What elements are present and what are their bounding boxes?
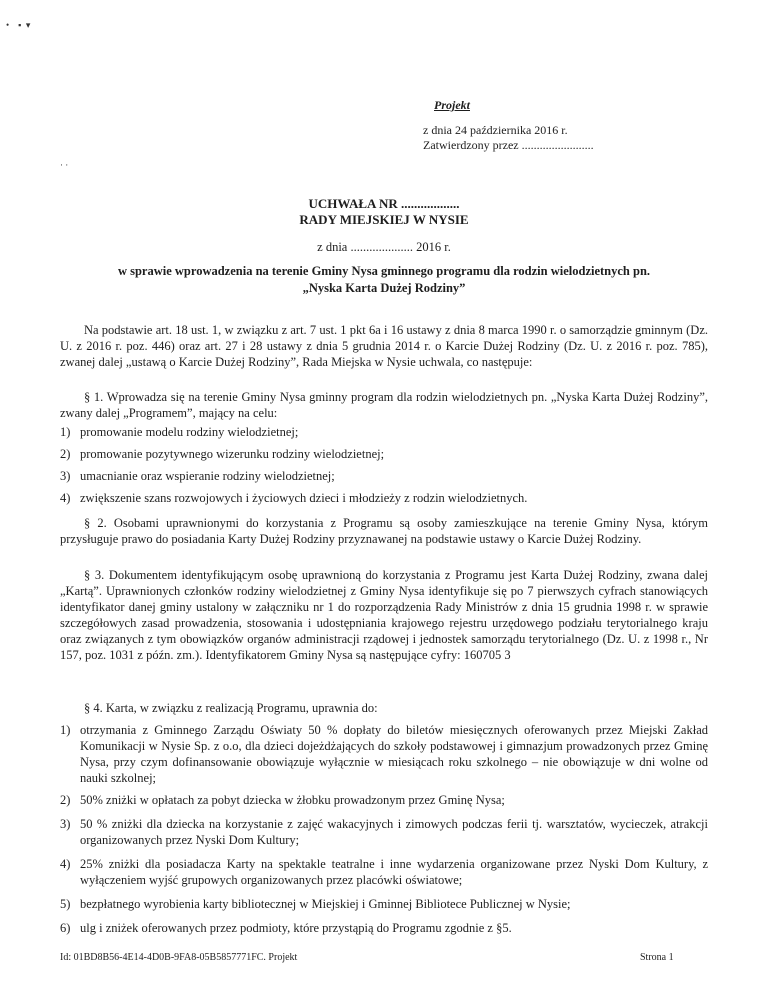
subject-line-1: w sprawie wprowadzenia na terenie Gminy Nysa gminnego programu dla rodzin wielodzietnych pn. [117,264,651,278]
list-item [60,468,708,484]
list-item-number: 5) [60,897,71,911]
list-item-text: 50% zniżki w opłatach za pobyt dziecka w żłobku prowadzonym przez Gminę Nysa; [80,793,505,807]
list-item [60,792,708,808]
projekt-label: Projekt [434,98,470,112]
list-item-text: umacnianie oraz wspieranie rodziny wielodzietnej; [80,469,335,483]
paragraph-2: § 2. Osobami uprawnionymi do korzystania z Programu są osoby zamieszkujące na terenie Gminy Nysa, którym przysługuje prawo do posiadania Karty Dużej Rodziny przyznawanej na podstawie ustawy o Karcie Dużej Rodziny. [60,516,708,546]
list-item-number: 3) [60,469,71,483]
resolution-title: UCHWAŁA NR .................. [308,196,460,211]
list-item-number: 6) [60,921,71,935]
list-item-number: 1) [60,425,71,439]
resolution-date: z dnia .................... 2016 r. [317,240,451,254]
page-number: Strona 1 [640,952,674,963]
list-item [60,490,708,506]
paragraph-1: § 1. Wprowadza się na terenie Gminy Nysa gminny program dla rodzin wielodzietnych pn. „Nyska Karta Dużej Rodziny”, zwany dalej „Programem”, mający na celu: [60,390,708,420]
scan-artifact: · · [60,160,69,170]
list-item [60,920,708,936]
scan-artifact: • ▪ ▾ [6,20,31,30]
list-item-number: 1) [60,723,71,737]
list-item-number: 3) [60,817,71,831]
paragraph-4: § 4. Karta, w związku z realizacją Programu, uprawnia do: [84,701,378,715]
list-item-text: 25% zniżki dla posiadacza Karty na spektakle teatralne i inne wydarzenia organizowane przez Nyski Dom Kultury, z wyłączeniem wyjść grupowych organizowanych przez placówki oświatowe; [80,857,708,887]
list-item-number: 4) [60,857,71,871]
resolution-subject [60,263,708,297]
list-item-number: 2) [60,793,71,807]
header-approved: Zatwierdzony przez ........................ [423,138,594,152]
list-item-text: ulg i zniżek oferowanych przez podmioty, które przystąpią do Programu zgodnie z §5. [80,921,512,935]
list-item-text: otrzymania z Gminnego Zarządu Oświaty 50 % dopłaty do biletów miesięcznych oferowanych przez Miejski Zakład Komunikacji w Nysie Sp. z o.o, dla dzieci dojeżdżających do szkoły podstawowej i gimnazjum prowadzonych przez Gminę Nysa, przy czym dofinansowanie obowiązuje wyłącznie w miesiącach roku szkolnego – nie obowiązuje w dni wolne od nauki szkolnej; [80,723,708,785]
list-item [60,896,708,912]
list-item [60,424,708,440]
list-item [60,446,708,462]
header-date: z dnia 24 października 2016 r. [423,123,568,137]
document-id: Id: 01BD8B56-4E14-4D0B-9FA8-05B5857771FC. Projekt [60,952,298,963]
council-name: RADY MIEJSKIEJ W NYSIE [299,212,469,227]
paragraph-3: § 3. Dokumentem identyfikującym osobę uprawnioną do korzystania z Programu jest Karta Dużej Rodziny, zwana dalej „Kartą”. Uprawnionych członków rodziny wielodzietnej z Gminy Nysa identyfikuje się po 7 pierwszych cyfrach stanowiących identyfikator danej gminy ustalony w załączniku nr 1 do rozporządzenia Rady Ministrów z dnia 15 grudnia 1998 r. w sprawie szczegółowych zasad prowadzenia, stosowania i udostępniania krajowego rejestru urzędowego podziału terytorialnego kraju oraz związanych z tym obowiązków organów administracji rządowej i jednostek samorządu terytorialnego (Dz. U. z 1998 r., Nr 157, poz. 1031 z późn. zm.). Identyfikatorem Gminy Nysa są następujące cyfry: 160705 3 [60,568,708,662]
list-item [60,722,708,786]
subject-line-2: „Nyska Karta Dużej Rodziny” [302,281,466,295]
list-item-text: promowanie pozytywnego wizerunku rodziny wielodzietnej; [80,447,385,461]
list-item-text: 50 % zniżki dla dziecka na korzystanie z zajęć wakacyjnych i zimowych podczas ferii tj. warsztatów, wycieczek, atrakcji organizowanych przez Nyski Dom Kultury; [80,817,708,847]
list-item-number: 4) [60,491,71,505]
list-item-text: zwiększenie szans rozwojowych i życiowych dzieci i młodzieży z rodzin wielodzietnych. [80,491,528,505]
preamble: Na podstawie art. 18 ust. 1, w związku z art. 7 ust. 1 pkt 6a i 16 ustawy z dnia 8 marca 1990 r. o samorządzie gminnym (Dz. U. z 2016 r. poz. 446) oraz art. 27 i 28 ustawy z dnia 5 grudnia 2014 r. o Karcie Dużej Rodziny (Dz. U. z 2016 r. poz. 785), zwanej dalej „ustawą o Karcie Dużej Rodziny”, Rada Miejska w Nysie uchwala, co następuje: [60,323,708,369]
list-item-text: bezpłatnego wyrobienia karty bibliotecznej w Miejskiej i Gminnej Bibliotece Publicznej w Nysie; [80,897,571,911]
list-item [60,856,708,888]
document-header [410,98,594,153]
list-item [60,816,708,848]
list-item-text: promowanie modelu rodziny wielodzietnej; [80,425,299,439]
list-item-number: 2) [60,447,71,461]
